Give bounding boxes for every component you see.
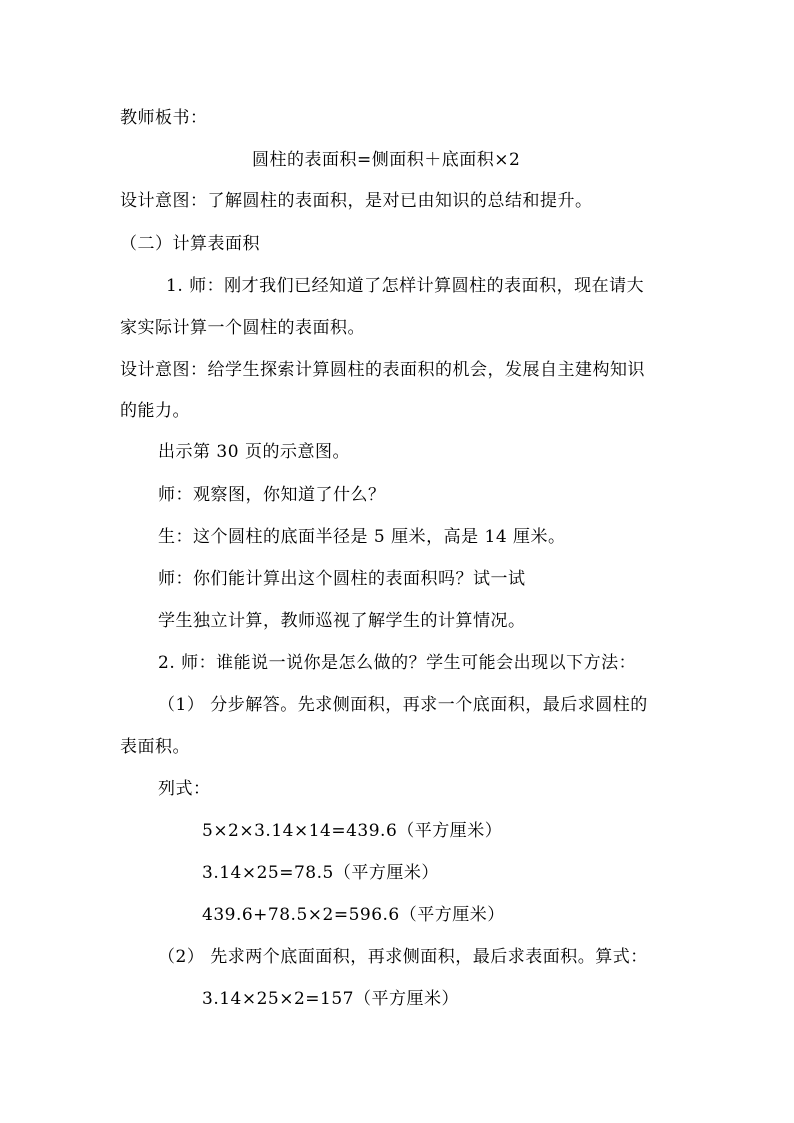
teacher-question-1: 师：观察图，你知道了什么？ [158, 485, 386, 505]
teacher-question-2: 师：你们能计算出这个圆柱的表面积吗？试一试 [158, 569, 526, 589]
student-answer-1: 生：这个圆柱的底面半径是 5 厘米，高是 14 厘米。 [158, 527, 566, 547]
method-2: （2） 先求两个底面面积，再求侧面积，最后求表面积。算式： [158, 947, 648, 967]
item-2: 2. 师：谁能说一说你是怎么做的？学生可能会出现以下方法： [158, 653, 637, 673]
formula-label: 列式： [158, 779, 211, 799]
method-1-line-1: （1） 分步解答。先求侧面积，再求一个底面积，最后求圆柱的 [158, 695, 648, 715]
design-intent-2-line-2: 的能力。 [120, 401, 190, 421]
board-formula: 圆柱的表面积=侧面积＋底面积×2 [252, 150, 521, 170]
item-1-line-2: 家实际计算一个圆柱的表面积。 [120, 318, 365, 338]
section-heading-calculate-surface-area: （二）计算表面积 [120, 234, 260, 254]
design-intent-1: 设计意图：了解圆柱的表面积，是对已由知识的总结和提升。 [120, 191, 593, 211]
calculation-3: 439.6+78.5×2=596.6（平方厘米） [202, 905, 505, 925]
calculation-2: 3.14×25=78.5（平方厘米） [202, 863, 439, 883]
calculation-1: 5×2×3.14×14=439.6（平方厘米） [202, 821, 503, 841]
students-calculate: 学生独立计算，教师巡视了解学生的计算情况。 [158, 611, 526, 631]
design-intent-2-line-1: 设计意图：给学生探索计算圆柱的表面积的机会，发展自主建构知识 [120, 360, 645, 380]
item-1-line-1: 1. 师：刚才我们已经知道了怎样计算圆柱的表面积，现在请大 [166, 276, 645, 296]
show-diagram: 出示第 30 页的示意图。 [158, 442, 350, 462]
method-1-line-2: 表面积。 [120, 737, 190, 757]
board-label: 教师板书： [120, 108, 208, 128]
calculation-4: 3.14×25×2=157（平方厘米） [202, 989, 459, 1009]
